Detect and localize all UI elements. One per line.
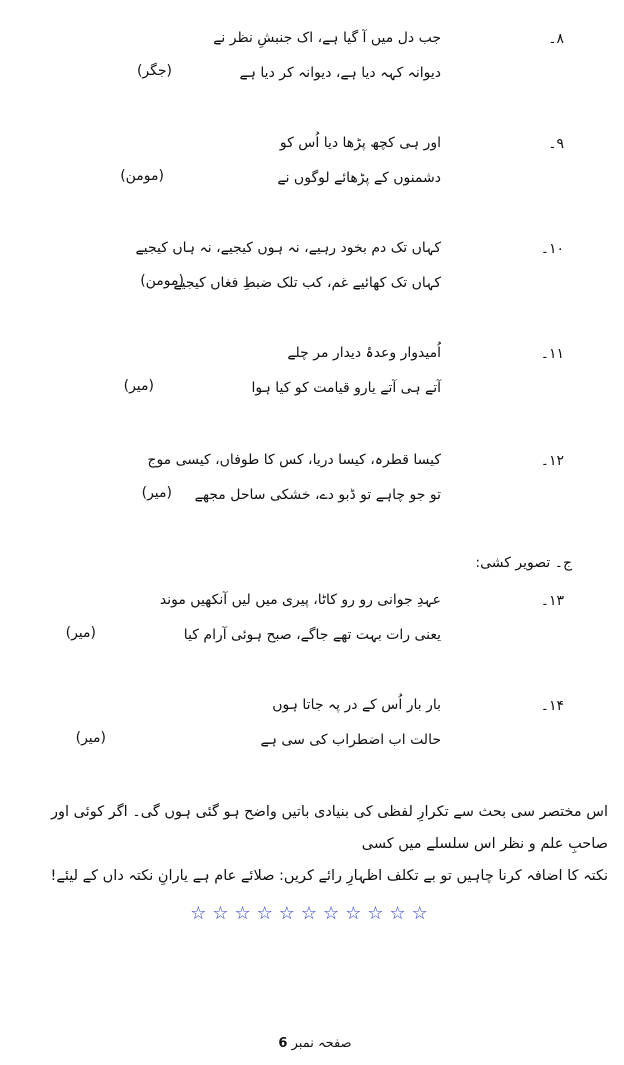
- couplet-line-2: دشمنوں کے پڑھائے لوگوں نے: [277, 170, 441, 186]
- couplet-line-1: اور ہی کچھ پڑھا دیا اُس کو: [279, 135, 441, 151]
- poet-name: (میر): [141, 485, 172, 501]
- section-heading: ج۔ تصویر کشی:: [475, 555, 572, 571]
- closing-paragraph: [10, 796, 608, 892]
- couplet-line-1: کیسا قطرہ، کیسا دریا، کس کا طوفاں، کیسی موج: [147, 452, 441, 468]
- couplet-line-2: تو جو چاہے تو ڈبو دے، خشکی ساحل مجھے: [194, 487, 441, 503]
- couplet-number: ۱۲۔: [540, 453, 564, 469]
- couplet-line-1: جب دل میں آ گیا ہے، اک جنبشِ نظر نے: [213, 30, 441, 46]
- poet-name: (میر): [75, 730, 106, 746]
- couplet-line-2: کہاں تک کھائیے غم، کب تلک ضبطِ فغاں کیجیے: [173, 275, 441, 291]
- couplet-line-2: یعنی رات بہت تھے جاگے، صبح ہوئی آرام کیا: [183, 627, 441, 643]
- poet-name: (مومن): [120, 168, 164, 184]
- couplet-line-1: بار بار اُس کے در پہ جاتا ہوں: [272, 697, 441, 713]
- couplet-line-1: کہاں تک دم بخود رہیے، نہ ہوں کیجیے، نہ ہاں کیجیے: [135, 240, 441, 256]
- page-label: صفحہ نمبر: [291, 1036, 352, 1051]
- couplet-line-2: دیوانہ کہہ دیا ہے، دیوانہ کر دیا ہے: [239, 65, 441, 81]
- couplet-number: ۱۳۔: [540, 593, 564, 609]
- couplet-number: ۱۴۔: [540, 698, 564, 714]
- couplet-number: ۸۔: [548, 31, 564, 47]
- poet-name: (میر): [65, 625, 96, 641]
- couplet-line-1: اُمیدوار وعدۂ دیدار مر چلے: [287, 345, 441, 361]
- page-number: 6: [278, 1036, 288, 1051]
- star-divider: ☆☆☆☆☆☆☆☆☆☆☆: [190, 903, 434, 924]
- paragraph-line: نکتہ کا اضافہ کرنا چاہیں تو بے تکلف اظہارِ رائے کریں: صلائے عام ہے یارانِ نکتہ داں کے لیئے!: [50, 868, 608, 884]
- couplet-line-2: حالت اب اضطراب کی سی ہے: [260, 732, 441, 748]
- couplet-number: ۹۔: [548, 136, 564, 152]
- couplet-number: ۱۱۔: [540, 346, 564, 362]
- couplet-line-2: آتے ہی آتے یارو قیامت کو کیا ہوا: [251, 380, 441, 396]
- couplet-number: ۱۰۔: [540, 241, 564, 257]
- poet-name: (جگر): [136, 63, 172, 79]
- page-footer: [0, 1036, 624, 1051]
- paragraph-line: اس مختصر سی بحث سے تکرارِ لفظی کی بنیادی باتیں واضح ہو گئی ہوں گی۔ اگر کوئی اور صاحبِ علم و نظر اس سلسلے میں کسی: [50, 804, 608, 852]
- poet-name: (میر): [123, 378, 154, 394]
- couplet-line-1: عہدِ جوانی رو رو کاٹا، پیری میں لیں آنکھیں موند: [159, 592, 441, 608]
- poet-name: (مومن): [140, 273, 184, 289]
